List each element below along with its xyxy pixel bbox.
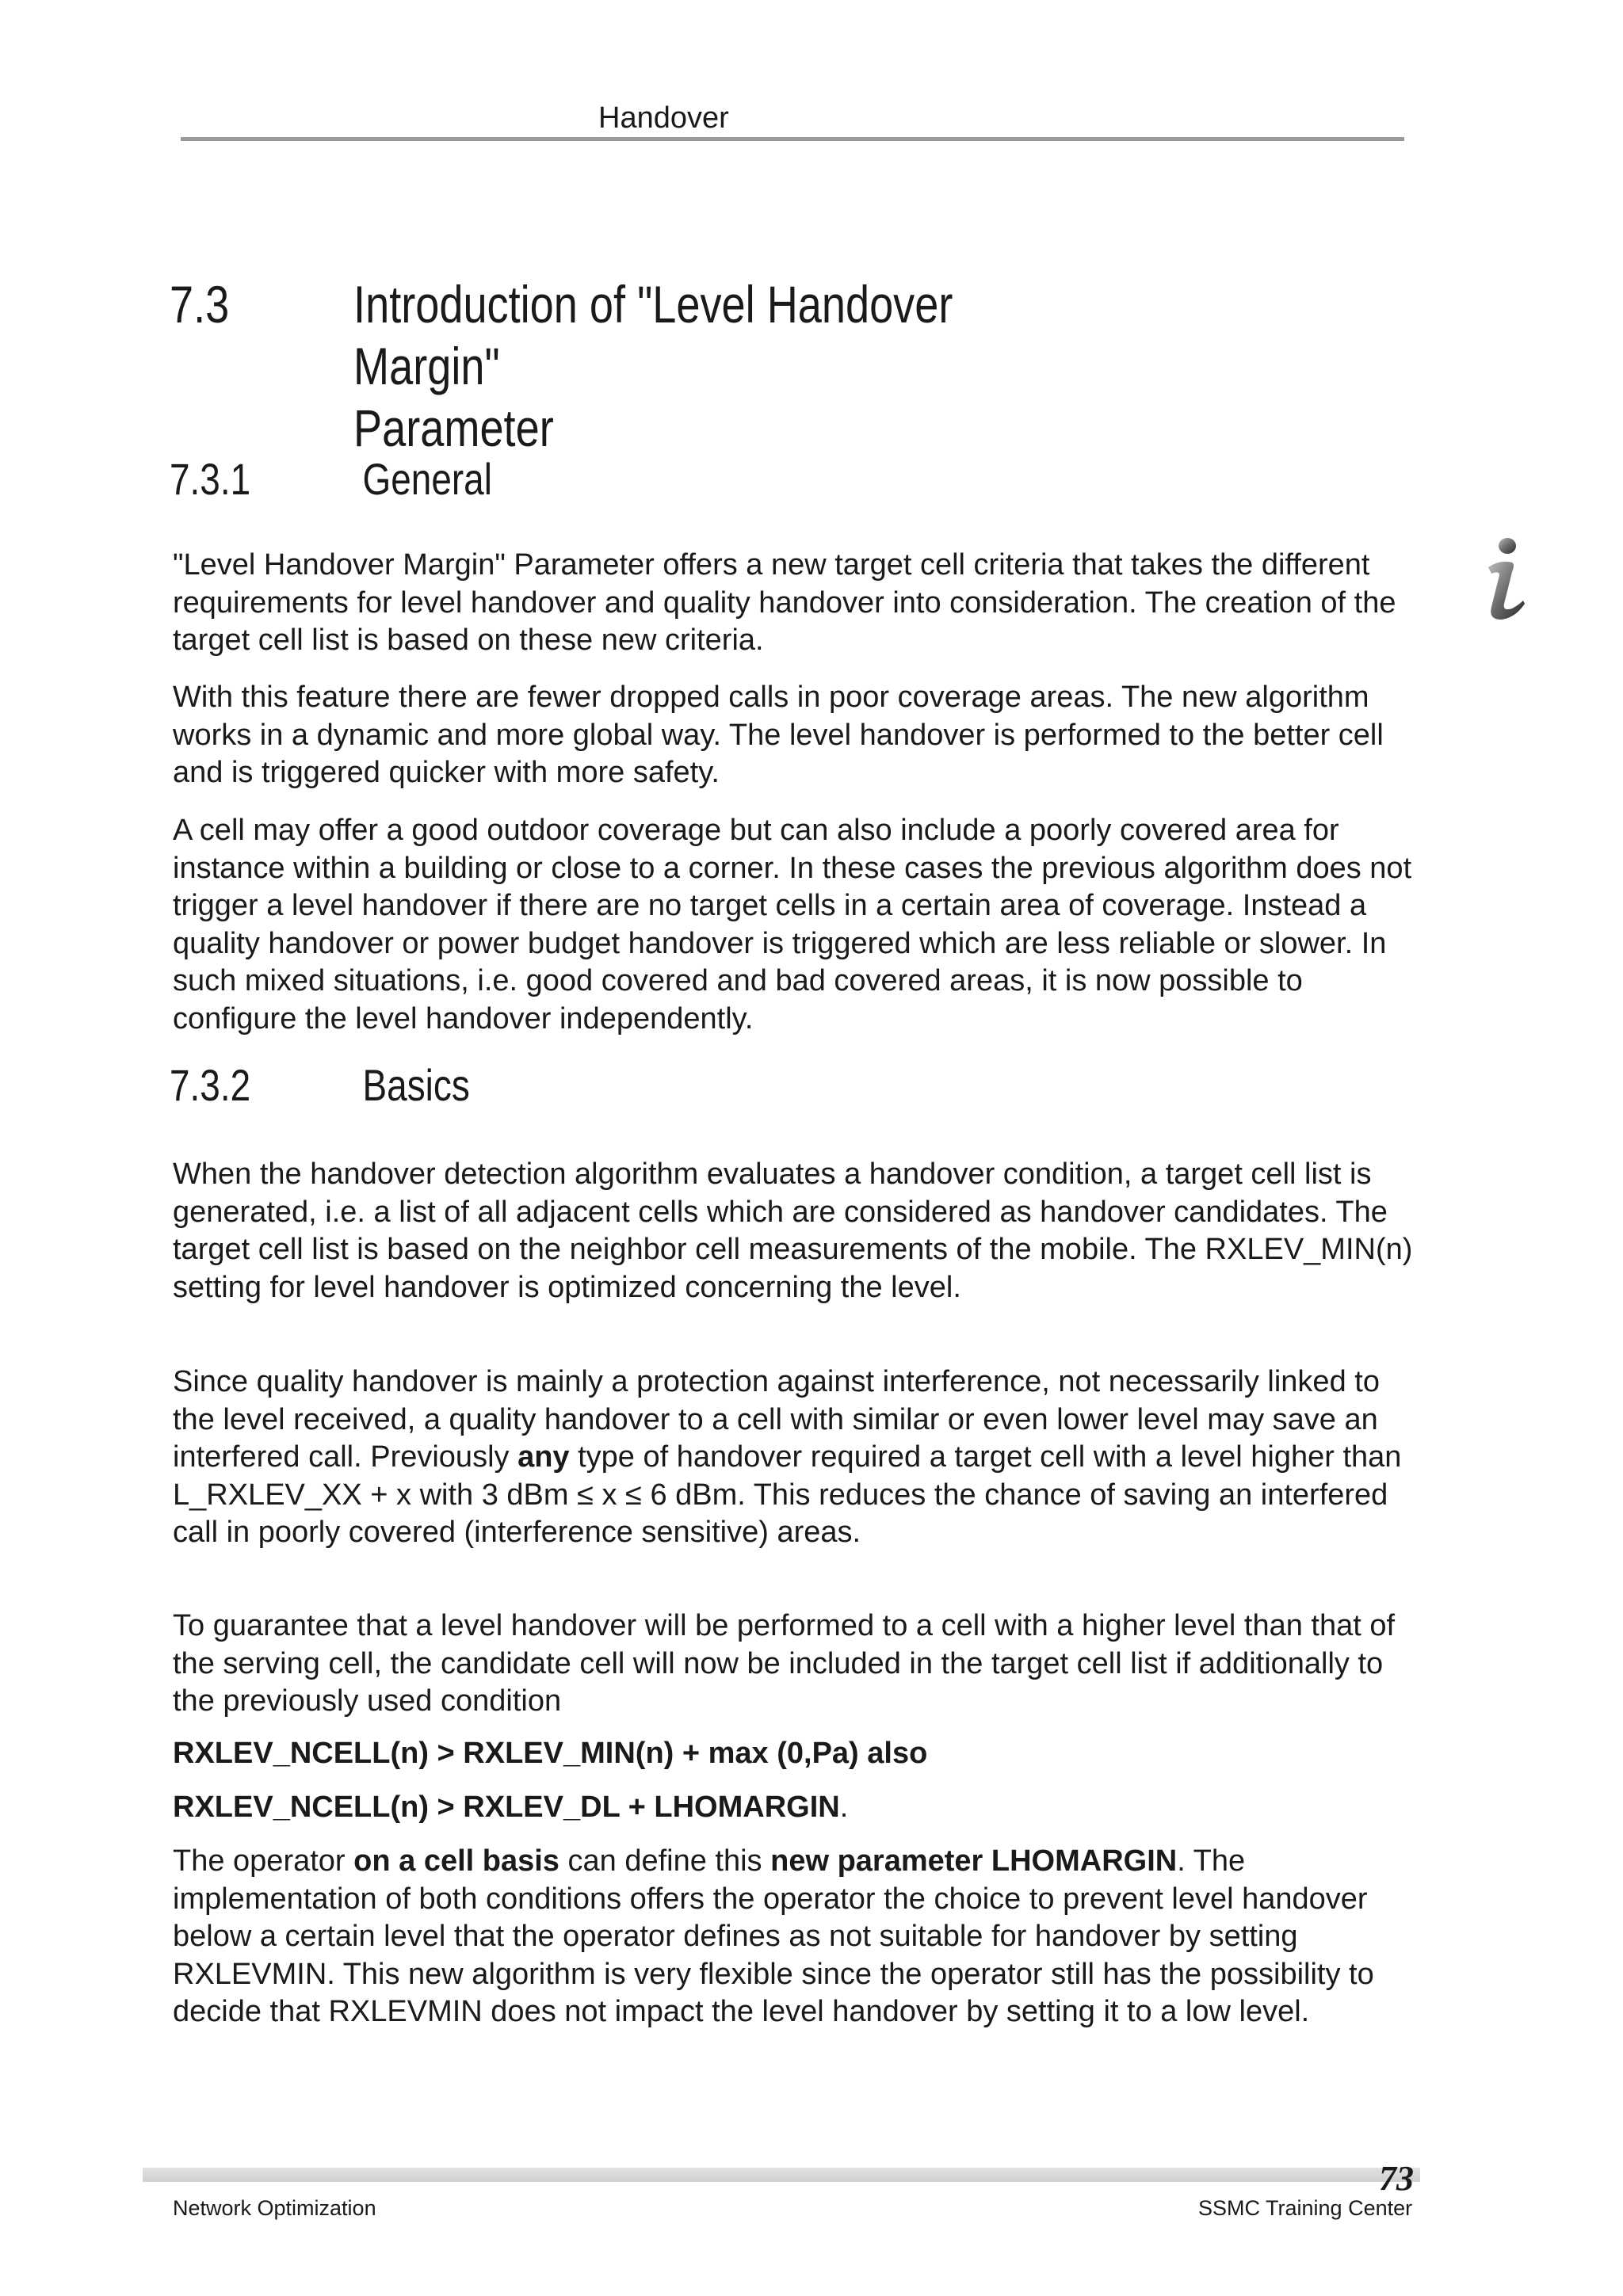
footer-right: SSMC Training Center [1198, 2196, 1413, 2220]
paragraph: To guarantee that a level handover will be performed to a cell with a higher level than that of the serving cell, the candidate cell will now be included in the target cell list if additionally to the previously used condition [173, 1609, 1396, 1718]
footer-bar [143, 2168, 1420, 2182]
info-icon [1480, 536, 1531, 623]
text-run: The operator [173, 1844, 354, 1878]
header-rule [181, 137, 1404, 141]
running-header: Handover [598, 101, 729, 135]
formula-period: . [839, 1791, 849, 1824]
footer-left: Network Optimization [173, 2196, 376, 2220]
paragraph [173, 1843, 1425, 2031]
section-title-line1: Introduction of "Level Handover Margin" [353, 275, 953, 395]
paragraph: With this feature there are fewer dropped calls in poor coverage areas. The new algorithm works in a dynamic and more global way. The level handover is performed to the better cell and is triggered quicker with more safety. [173, 681, 1384, 789]
text-run: can define this [559, 1844, 771, 1878]
page-number: 73 [1379, 2159, 1414, 2198]
paragraph: When the handover detection algorithm evaluates a handover condition, a target cell list is generated, i.e. a list of all adjacent cells which are considered as handover candidates. The target cell list is based on the neighbor cell measurements of the mobile. The RXLEV_MIN(n) setting for level handover is optimized concerning the level. [173, 1158, 1413, 1304]
text-run: type of handover required a target cell with a level higher than L_RXLEV_XX + x with 3 dBm ≤ x ≤ 6 dBm. This reduces the chance of saving an interfered call in poorly covered (interference sensitive) areas. [173, 1440, 1402, 1549]
bold-text: on a cell basis [353, 1844, 559, 1878]
text-run: . The implementation of both conditions offers the operator the choice to prevent level handover below a certain level that the operator defines as not suitable for handover by setting RXLEVMIN. This new algorithm is very flexible since the operator still has the possibility to decide that RXLEVMIN does not impact the level handover by setting it to a low level. [173, 1844, 1374, 2028]
formula-text: RXLEV_NCELL(n) > RXLEV_DL + LHOMARGIN [173, 1791, 840, 1824]
section-number: 7.3 [170, 275, 230, 334]
formula-condition-1: RXLEV_NCELL(n) > RXLEV_MIN(n) + max (0,Pa) also [173, 1737, 928, 1770]
subsection-number: 7.3.2 [170, 1060, 251, 1110]
subsection-number: 7.3.1 [170, 454, 251, 504]
paragraph [173, 1363, 1425, 1552]
paragraph: A cell may offer a good outdoor coverage but can also include a poorly covered area for instance within a building or close to a corner. In these cases the previous algorithm does not trigger a level handover if there are no target cells in a certain area of coverage. Instead a quality handover or power budget handover is triggered which are less reliable or slower. In such mixed situations, i.e. good covered and bad covered areas, it is now possible to configure the level handover independently. [173, 814, 1412, 1035]
subsection-title: General [362, 454, 492, 504]
paragraph: "Level Handover Margin" Parameter offers a new target cell criteria that takes the different requirements for level handover and quality handover into consideration. The creation of the target cell list is based on these new criteria. [173, 548, 1396, 657]
bold-text: any [517, 1440, 570, 1474]
section-title-line2: Parameter [353, 399, 554, 457]
text-run: Since quality handover is mainly a protection against interference, not necessarily linked to the level received, a quality handover to a cell with similar or even lower level may save an interfered call. Previously [173, 1365, 1380, 1474]
bold-text: new parameter LHOMARGIN [770, 1844, 1178, 1878]
formula-condition-2 [173, 1789, 848, 1827]
subsection-title: Basics [362, 1060, 470, 1110]
section-title [353, 273, 1003, 459]
